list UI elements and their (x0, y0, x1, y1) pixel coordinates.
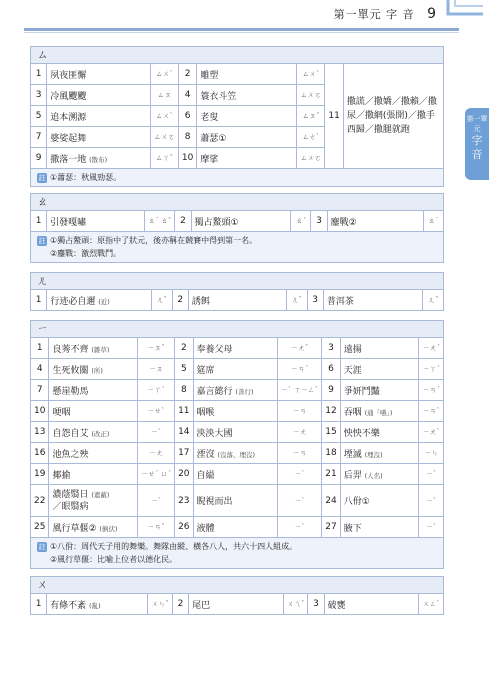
item-zhuyin: ㄧㄡ (137, 359, 174, 380)
item-number: 9 (322, 380, 340, 401)
item-zhuyin: ㄦˇ (423, 290, 444, 311)
item-zhuyin: ㄧˋ (278, 464, 322, 485)
item-gloss: (近) (98, 297, 110, 306)
item-number: 8 (178, 127, 196, 148)
item-word: 夙夜匪懈 (47, 64, 151, 85)
section-title: ㄠ (30, 193, 444, 210)
corner-decoration-icon (443, 0, 483, 32)
note-icon: 註 (38, 174, 46, 182)
section-s (30, 46, 444, 187)
item-number: 1 (31, 211, 47, 232)
item-word: 天涯 (340, 359, 419, 380)
item-number: 3 (307, 290, 323, 311)
section-yi (30, 320, 444, 569)
section-table (30, 210, 444, 232)
item-word: 自怨自艾 (52, 428, 89, 439)
item-gloss: (雜草) (91, 345, 110, 354)
table-row (31, 401, 444, 422)
item-number: 21 (322, 464, 340, 485)
item-number: 17 (175, 443, 193, 464)
section-table (30, 289, 444, 311)
item-word: 泱泱大國 (193, 422, 278, 443)
item-zhuyin: ㄨㄣˇ (148, 594, 173, 615)
page-header (334, 6, 437, 22)
side-tab-char2: 音 (471, 148, 483, 161)
table-row (31, 64, 444, 85)
item-word: 行迹必自邇 (50, 296, 96, 307)
item-zhuyin: ㄠˊ (423, 211, 443, 232)
item-number: 15 (322, 422, 340, 443)
item-word: 奉養父母 (193, 338, 278, 359)
item-number: 5 (31, 106, 47, 127)
item-number: 11 (175, 401, 193, 422)
note-icon: 註 (38, 543, 46, 551)
side-tab-small: 第一單元 (466, 115, 488, 133)
item-word: 遠揚 (340, 338, 419, 359)
section-title: ㄦ (30, 272, 444, 289)
item-zhuyin: ㄧㄚˊ (137, 380, 174, 401)
item-word: 怏怏不樂 (340, 422, 419, 443)
item-word: 后羿 (343, 470, 362, 481)
section-note (30, 538, 444, 569)
item-zhuyin: ㄧˋ (137, 422, 174, 443)
table-row (31, 422, 444, 443)
item-number: 3 (322, 338, 340, 359)
section-note (30, 169, 444, 187)
item-word-cell (49, 422, 137, 443)
item-number: 10 (31, 401, 49, 422)
item-zhuyin: ㄙㄡˇ (297, 106, 325, 127)
item-zhuyin: ㄧㄢ (278, 443, 322, 464)
item-number: 4 (178, 85, 196, 106)
item-word: 老叟 (197, 106, 297, 127)
table-row (31, 443, 444, 464)
unit-label: 第一單元 (333, 8, 382, 21)
item-gloss: (人名) (364, 471, 383, 480)
table-row (31, 338, 444, 359)
section-ao (30, 193, 444, 263)
item-word-cell (340, 443, 419, 464)
item-number: 1 (31, 64, 47, 85)
section-er (30, 272, 444, 311)
item-zhuyin: ㄦˇ (152, 290, 172, 311)
item-word-cell (340, 401, 419, 422)
header-rule (24, 28, 459, 31)
note-text: ②風行草偃：比喻上位者以德化民。 (50, 555, 178, 564)
table-row (31, 464, 444, 485)
side-tab-char1: 字 (471, 134, 483, 147)
item-number: 8 (175, 380, 193, 401)
item-number: 1 (31, 338, 49, 359)
item-zhuyin: ㄙㄜˋ (297, 127, 325, 148)
item-word: 睨視而出 (193, 485, 278, 517)
item-zhuyin: ㄧㄢ (278, 401, 322, 422)
item-gloss: (散布) (89, 155, 108, 164)
item-word-cell (340, 464, 419, 485)
item-zhuyin: ㄧㄡˇ (137, 338, 174, 359)
item-number: 16 (31, 443, 49, 464)
item-zhuyin: ㄧˋ (419, 517, 444, 538)
item-word-cell (49, 359, 137, 380)
item-number: 5 (175, 359, 193, 380)
table-row (31, 594, 444, 615)
item-number: 7 (31, 380, 49, 401)
item-word: 池魚之殃 (49, 443, 137, 464)
item-word-cell (49, 517, 137, 538)
item-zhuyin: ㄙㄨˋ (297, 64, 325, 85)
item-zhuyin: ㄧˋ (419, 485, 444, 517)
table-row (31, 211, 444, 232)
item-zhuyin: ㄠˊ ㄠˇ (145, 211, 175, 232)
item-zhuyin: ㄨㄥˋ (419, 594, 444, 615)
item-number: 7 (31, 127, 47, 148)
item-zhuyin: ㄨㄟˇ (283, 594, 308, 615)
item-zhuyin: ㄙㄨˋ (150, 64, 178, 85)
item-number: 14 (175, 422, 193, 443)
item-word: 爭妍鬥豔 (340, 380, 419, 401)
item-word-cell (49, 338, 137, 359)
header-rule-thin (24, 32, 459, 33)
item-zhuyin: ㄧㄤˊ (419, 338, 444, 359)
item-number: 10 (178, 148, 196, 169)
item-word: 婆娑起舞 (47, 127, 151, 148)
note-text: ①蕭瑟：秋風勁瑟。 (50, 173, 122, 182)
item-word-cell (193, 443, 278, 464)
item-zhuyin: ㄧㄝˊ ㄩˊ (137, 464, 174, 485)
item-number: 2 (178, 64, 196, 85)
item-zhuyin: ㄧㄢˊ (278, 359, 322, 380)
item-word: 吞咽 (343, 407, 362, 418)
item-word-cell (193, 380, 278, 401)
item-zhuyin: ㄧˋ ㄒㄧㄥˋ (278, 380, 322, 401)
item-number: 1 (31, 594, 47, 615)
item-number: 26 (175, 517, 193, 538)
item-zhuyin: ㄧㄢˋ (419, 401, 444, 422)
item-number: 27 (322, 517, 340, 538)
item-word: 雕塑 (197, 64, 297, 85)
item-word: 撒落一地 (50, 154, 87, 165)
item-word: 破甕 (324, 594, 419, 615)
item-word: 尾巴 (189, 594, 284, 615)
item-number: 24 (322, 485, 340, 517)
item-word-cell (49, 485, 137, 517)
item-number: 18 (322, 443, 340, 464)
item-number: 2 (172, 290, 188, 311)
item-word: 獨占鰲頭① (191, 211, 291, 232)
item-word: 液體 (193, 517, 278, 538)
page-number: 9 (427, 6, 437, 22)
item-word-cell (47, 148, 151, 169)
item-word: 蕭瑟① (197, 127, 297, 148)
item-gloss: (改正) (91, 429, 110, 438)
item-number: 25 (31, 517, 49, 538)
table-row (31, 517, 444, 538)
section-title: ㄨ (30, 576, 444, 593)
item-gloss: (善行) (235, 387, 254, 396)
item-number: 3 (311, 211, 327, 232)
topic-label: 字 音 (386, 8, 415, 21)
item-zhuyin: ㄧㄝˋ (137, 401, 174, 422)
item-gloss: (所) (91, 366, 103, 375)
item-word: 嘉言懿行 (196, 386, 233, 397)
item-zhuyin: ㄧㄣ (419, 443, 444, 464)
item-zhuyin: ㄧㄤ (137, 443, 174, 464)
item-gloss: (埋沒) (364, 450, 383, 459)
item-word: 冷風颼颼 (47, 85, 151, 106)
table-row (31, 485, 444, 517)
item-word: 懸崖勒馬 (49, 380, 137, 401)
item-number: 4 (31, 359, 49, 380)
item-zhuyin: ㄧㄤˇ (278, 338, 322, 359)
item-number: 6 (178, 106, 196, 127)
item-gloss: (通「嚥」) (364, 408, 393, 417)
item-number: 2 (175, 211, 191, 232)
item-zhuyin: ㄙㄚˇ (150, 148, 178, 169)
item-word: 鏖戰② (327, 211, 423, 232)
item-number: 23 (175, 485, 193, 517)
table-row (31, 380, 444, 401)
item-word: 誘餌 (188, 290, 286, 311)
note-text: ①獨占鰲頭：原指中了狀元，後亦稱在競賽中得到第一名。 (50, 236, 258, 245)
item-word: 八佾① (340, 485, 419, 517)
section-table (30, 63, 444, 169)
item-word: 自縊 (193, 464, 278, 485)
item-number: 3 (31, 85, 47, 106)
item-zhuyin: ㄙㄨㄛ (150, 127, 178, 148)
item-number: 11 (325, 64, 343, 169)
item-zhuyin: ㄧˋ (278, 517, 322, 538)
item-number: 22 (31, 485, 49, 517)
item-word: ／眼翳病 (52, 501, 89, 512)
item-number: 9 (31, 148, 47, 169)
item-zhuyin: ㄧㄚˊ (419, 359, 444, 380)
item-gloss: (亂) (89, 601, 101, 610)
item-word: 堙滅 (343, 449, 362, 460)
item-word: 揶揄 (49, 464, 137, 485)
section-table (30, 593, 444, 615)
item-zhuyin: ㄙㄡ (150, 85, 178, 106)
item-number: 19 (31, 464, 49, 485)
item-word: 風行草偃② (52, 523, 97, 534)
item-word: 有條不紊 (50, 600, 87, 611)
item-zhuyin: ㄧㄢˊ (419, 380, 444, 401)
item-word: 引發嘎嘯 (47, 211, 145, 232)
item-word-group: 撒謊／撒嬌／撒賴／撒尿／撒網(張開)／撒手西歸／撒腿就跑 (343, 64, 443, 169)
item-word: 摩挲 (197, 148, 297, 169)
item-word-cell (47, 594, 148, 615)
item-gloss: (倒伏) (99, 524, 118, 533)
item-zhuyin: ㄙㄨˋ (150, 106, 178, 127)
note-text: ①八佾：周代天子用的舞樂。舞隊由縱、橫各八人，共六十四人組成。 (50, 542, 298, 551)
item-zhuyin: ㄧㄢˇ (137, 517, 174, 538)
item-zhuyin: ㄙㄨㄛ (297, 148, 325, 169)
item-number: 13 (31, 422, 49, 443)
section-wu (30, 576, 444, 615)
item-zhuyin: ㄙㄨㄛ (297, 85, 325, 106)
item-zhuyin: ㄦˇ (287, 290, 307, 311)
item-word: 湮沒 (196, 449, 215, 460)
item-word: 咽喉 (193, 401, 278, 422)
section-title: ㄧ (30, 320, 444, 337)
item-zhuyin: ㄧㄤˋ (419, 422, 444, 443)
item-word: 哽咽 (49, 401, 137, 422)
item-number: 12 (322, 401, 340, 422)
item-word: 普洱茶 (323, 290, 423, 311)
section-title: ㄙ (30, 46, 444, 63)
item-gloss: (遮蔽) (91, 490, 110, 499)
section-table (30, 337, 444, 538)
item-word: 筵席 (193, 359, 278, 380)
item-word: 生死攸關 (52, 365, 89, 376)
item-gloss: (沒落、埋沒) (217, 450, 255, 459)
item-word: 腋下 (340, 517, 419, 538)
note-icon: 註 (38, 237, 46, 245)
item-zhuyin: ㄠˊ (291, 211, 311, 232)
side-tab[interactable] (465, 108, 489, 180)
item-zhuyin: ㄧㄤ (278, 422, 322, 443)
item-word-cell (47, 290, 152, 311)
section-note (30, 232, 444, 263)
item-number: 20 (175, 464, 193, 485)
item-word: 濃蔭翳日 (52, 489, 89, 500)
table-row (31, 290, 444, 311)
table-row (31, 359, 444, 380)
item-zhuyin: ㄧˋ (137, 485, 174, 517)
item-zhuyin: ㄧˋ (278, 485, 322, 517)
item-number: 2 (172, 594, 188, 615)
item-zhuyin: ㄧˋ (419, 464, 444, 485)
item-number: 2 (175, 338, 193, 359)
item-number: 1 (31, 290, 47, 311)
note-text: ②鏖戰：激烈戰鬥。 (50, 249, 122, 258)
item-number: 6 (322, 359, 340, 380)
item-word: 追本溯源 (47, 106, 151, 127)
item-number: 3 (308, 594, 324, 615)
item-word: 簑衣斗笠 (197, 85, 297, 106)
item-word: 良莠不齊 (52, 344, 89, 355)
